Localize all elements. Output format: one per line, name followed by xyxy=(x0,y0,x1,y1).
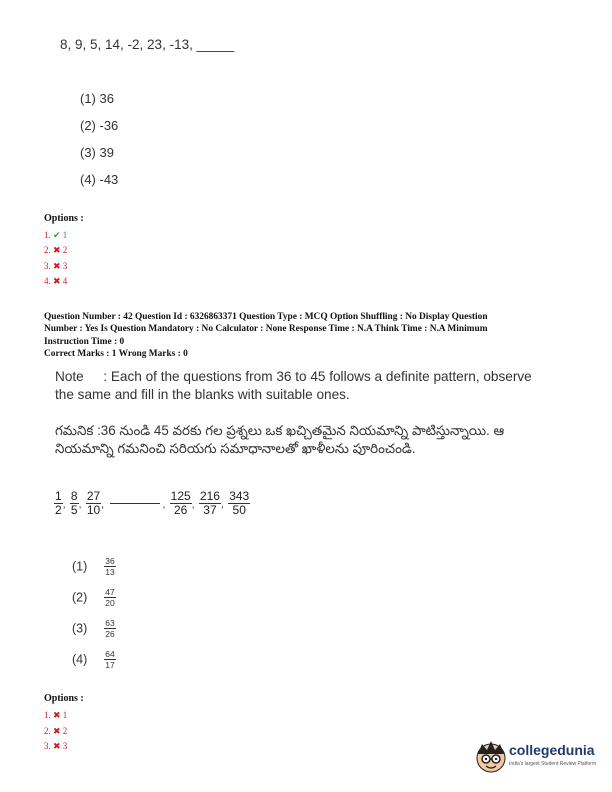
check-icon: ✔ xyxy=(53,230,61,240)
cross-icon: ✖ xyxy=(53,741,61,751)
frac-num: 343 xyxy=(229,489,250,503)
question-41-series: 8, 9, 5, 14, -2, 23, -13, _____ xyxy=(60,37,235,52)
series-frac-6 xyxy=(228,490,250,517)
options-41-title: Options : xyxy=(44,213,84,224)
mascot-icon xyxy=(474,738,508,778)
series-frac-1 xyxy=(54,490,63,517)
frac-num: 1 xyxy=(55,489,62,503)
frac-den: 20 xyxy=(105,598,115,608)
question-42-choice-4 xyxy=(72,649,116,670)
question-42-meta xyxy=(44,311,564,360)
note-label: Note xyxy=(55,369,84,384)
question-42-choice-1 xyxy=(72,556,116,577)
series-frac-2 xyxy=(70,490,79,517)
options-41-item-4 xyxy=(44,276,67,287)
option-value: 2 xyxy=(62,245,68,255)
option-value: 4 xyxy=(62,276,68,286)
frac-num: 216 xyxy=(199,489,220,503)
question-42-telugu: గమనిక :36 నుండి 45 వరకు గల ప్రశ్నలు ఒక ఖచ్చితమైన నియమాన్ని పాటిస్తున్నాయి. ఆ నియమాన్ని గమనించి సరియగు సమాధానాలతో ఖాళీలను పూరించండి. xyxy=(55,423,505,456)
frac-num: 36 xyxy=(105,556,115,566)
choice-frac xyxy=(104,618,115,639)
question-41-choice-3: (3) 39 xyxy=(80,145,114,160)
option-number: 1. xyxy=(44,230,51,240)
blank-line xyxy=(110,503,160,504)
frac-num: 64 xyxy=(105,649,115,659)
frac-num: 47 xyxy=(105,587,115,597)
question-42-note xyxy=(55,368,545,404)
options-42-item-1 xyxy=(44,710,67,721)
cross-icon: ✖ xyxy=(53,245,61,255)
frac-den: 5 xyxy=(70,503,78,517)
option-value: 2 xyxy=(62,726,68,736)
options-42-item-3 xyxy=(44,741,67,752)
meta-line-4: Correct Marks : 1 Wrong Marks : 0 xyxy=(44,348,188,359)
options-41-item-2 xyxy=(44,245,67,256)
question-42-choice-3 xyxy=(72,618,116,639)
brand-name: collegedunia xyxy=(509,742,595,758)
option-value: 3 xyxy=(62,261,68,271)
choice-frac xyxy=(104,556,115,577)
options-42-title: Options : xyxy=(44,693,84,704)
option-number: 4. xyxy=(44,276,51,286)
meta-line-2: Number : Yes Is Question Mandatory : No Calculator : None Response Time : N.A Think Time : N.A Minimum xyxy=(44,324,488,335)
cross-icon: ✖ xyxy=(53,276,61,286)
frac-den: 50 xyxy=(232,503,246,517)
option-number: 3. xyxy=(44,741,51,751)
option-number: 2. xyxy=(44,726,51,736)
question-41-choice-2: (2) -36 xyxy=(80,118,119,133)
frac-num: 27 xyxy=(86,489,101,503)
choice-label: (2) xyxy=(72,590,88,605)
option-value: 3 xyxy=(62,741,68,751)
series-frac-5 xyxy=(199,490,221,517)
options-41-item-1 xyxy=(44,230,67,241)
frac-den: 37 xyxy=(203,503,217,517)
meta-line-1: Question Number : 42 Question Id : 6326863371 Question Type : MCQ Option Shuffling : No Display Question xyxy=(44,312,488,322)
question-41-choice-1: (1) 36 xyxy=(80,91,114,106)
choice-label: (1) xyxy=(72,559,88,574)
frac-den: 13 xyxy=(105,567,115,577)
note-text: : Each of the questions from 36 to 45 follows a definite pattern, observe the same and fill in the blanks with suitable ones. xyxy=(55,369,532,402)
cross-icon: ✖ xyxy=(53,726,61,736)
question-42-series: $\frac{1}{2}$ , $\frac{8}{5}$ , $\frac{27}{10}$ , , $\frac{125}{26}$ , $\frac{216}{37}$ , $\frac{343}{50}$ xyxy=(55,489,250,517)
series-frac-3 xyxy=(86,490,101,517)
frac-den: 17 xyxy=(105,660,115,670)
frac-num: 8 xyxy=(70,489,78,503)
cross-icon: ✖ xyxy=(53,710,61,720)
option-number: 1. xyxy=(44,710,51,720)
options-42-item-2 xyxy=(44,726,67,737)
choice-label: (4) xyxy=(72,652,88,667)
option-number: 3. xyxy=(44,261,51,271)
choice-label: (3) xyxy=(72,621,88,636)
choice-frac xyxy=(104,649,115,670)
frac-num: 63 xyxy=(105,618,115,628)
cross-icon: ✖ xyxy=(53,261,61,271)
question-42-choice-2 xyxy=(72,587,116,608)
option-value: 1 xyxy=(62,230,68,240)
frac-den: 26 xyxy=(105,629,115,639)
option-number: 2. xyxy=(44,245,51,255)
brand-tagline: India's largest Student Review Platform xyxy=(509,761,597,767)
choice-frac xyxy=(104,587,115,608)
frac-num: 125 xyxy=(170,489,191,503)
frac-den: 2 xyxy=(55,503,62,517)
frac-den: 10 xyxy=(86,503,101,517)
collegedunia-logo xyxy=(474,736,606,780)
options-41-item-3 xyxy=(44,261,67,272)
question-41-choice-4: (4) -43 xyxy=(80,172,119,187)
option-value: 1 xyxy=(62,710,68,720)
series-frac-4 xyxy=(170,490,192,517)
frac-den: 26 xyxy=(174,503,188,517)
meta-line-3: Instruction Time : 0 xyxy=(44,336,125,347)
